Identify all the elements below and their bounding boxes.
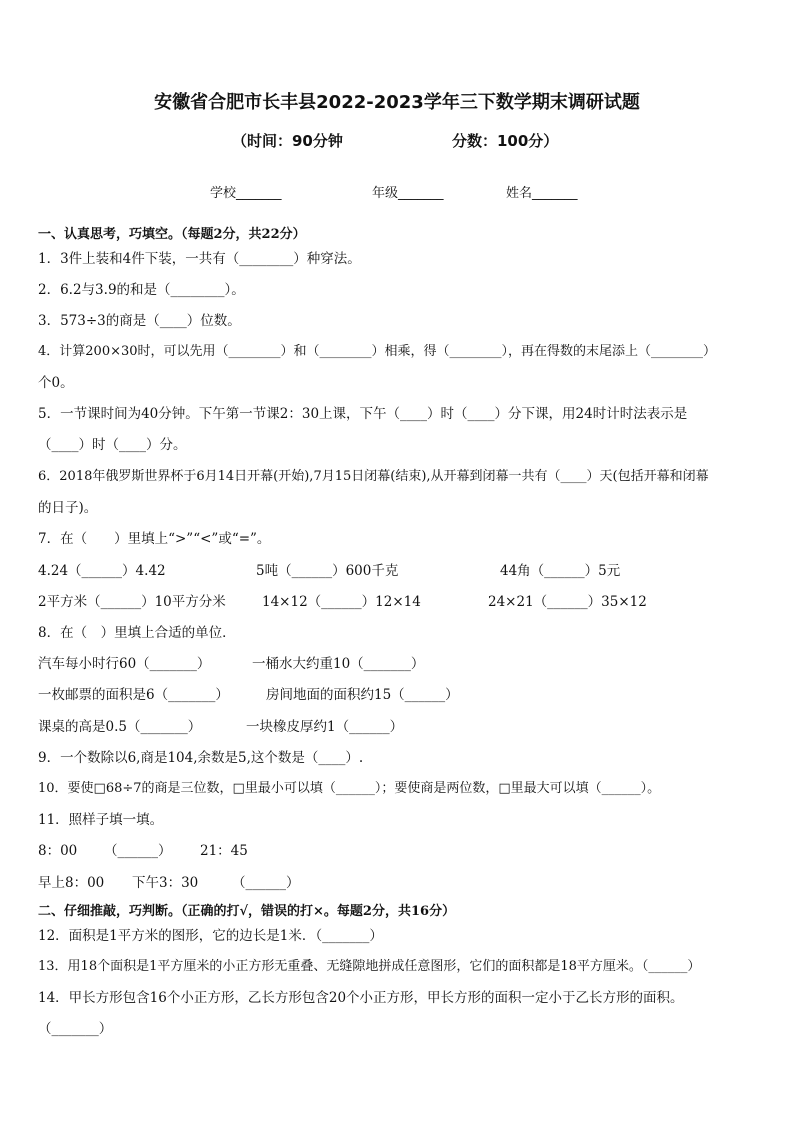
question-11: 11．照样子填一填。 (38, 812, 164, 828)
name-field: 姓名_______ (506, 186, 578, 201)
question-4-line-1: 4．计算200×30时，可以先用（________）和（________）相乘，得（________），再在得数的末尾添上（________） (38, 344, 717, 359)
q11-item: 8：00 (38, 843, 78, 859)
question-4-line-2: 个0。 (38, 375, 74, 391)
section-1-heading: 一、认真思考，巧填空。（每题2分，共22分） (38, 227, 306, 242)
q7-item: 5吨（______）600千克 (256, 563, 399, 579)
exam-score: 分数：100分） (452, 132, 559, 150)
q8-item: 一块橡皮厚约1（______） (246, 719, 404, 735)
question-2: 2．6.2与3.9的和是（________）。 (38, 282, 245, 298)
exam-title: 安徽省合肥市长丰县2022-2023学年三下数学期末调研试题 (154, 92, 640, 113)
q11-item: （______） (104, 843, 172, 859)
question-6-line-2: 的日子)。 (38, 500, 98, 516)
question-9: 9．一个数除以6,商是104,余数是5,这个数是（____）. (38, 750, 364, 766)
q8-item: 汽车每小时行60（_______） (38, 656, 211, 672)
question-13: 13．用18个面积是1平方厘米的小正方形无重叠、无缝隙地拼成任意图形，它们的面积都是18平方厘米。（______） (38, 959, 701, 974)
question-10: 10．要使□68÷7的商是三位数，□里最小可以填（______）；要使商是两位数，□里最大可以填（______）。 (38, 781, 661, 796)
q11-item: （______） (232, 875, 300, 891)
q8-item: 一枚邮票的面积是6（_______） (38, 687, 229, 703)
question-7: 7．在（ ）里填上“>”“<”或“=”。 (38, 531, 271, 547)
question-12: 12．面积是1平方米的图形，它的边长是1米．（_______） (38, 928, 383, 944)
question-3: 3．573÷3的商是（____）位数。 (38, 313, 241, 329)
q8-item: 房间地面的面积约15（______） (266, 687, 459, 703)
q7-item: 2平方米（______）10平方分米 (38, 594, 226, 610)
question-5-line-1: 5．一节课时间为40分钟。下午第一节课2：30上课，下午（____）时（____）分下课，用24时计时法表示是 (38, 406, 688, 422)
q8-item: 一桶水大约重10（_______） (252, 656, 425, 672)
q8-item: 课桌的高是0.5（_______） (38, 719, 202, 735)
q7-item: 44角（______）5元 (500, 563, 621, 579)
question-14-line-2: （_______） (38, 1021, 113, 1037)
school-field: 学校_______ (210, 186, 282, 201)
question-8: 8．在（ ）里填上合适的单位． (38, 625, 236, 641)
section-2-heading: 二、仔细推敲，巧判断。（正确的打√，错误的打×。每题2分，共16分） (38, 904, 456, 919)
question-14-line-1: 14．甲长方形包含16个小正方形，乙长方形包含20个小正方形，甲长方形的面积一定小于乙长方形的面积。 (38, 990, 684, 1006)
question-1: 1．3件上装和4件下装，一共有（________）种穿法。 (38, 251, 361, 267)
grade-field: 年级_______ (372, 186, 444, 201)
question-5-line-2: （____）时（____）分。 (38, 437, 187, 453)
q11-item: 早上8：00 (38, 875, 105, 891)
q11-item: 下午3：30 (132, 875, 199, 891)
question-6-line-1: 6．2018年俄罗斯世界杯于6月14日开幕(开始),7月15日闭幕(结束),从开幕到闭幕一共有（____）天(包括开幕和闭幕 (38, 469, 709, 484)
q11-item: 21：45 (200, 843, 248, 859)
q7-item: 14×12（______）12×14 (262, 594, 421, 610)
exam-time: （时间：90分钟 (232, 132, 343, 150)
q7-item: 4.24（______）4.42 (38, 563, 166, 579)
q7-item: 24×21（______）35×12 (488, 594, 647, 610)
